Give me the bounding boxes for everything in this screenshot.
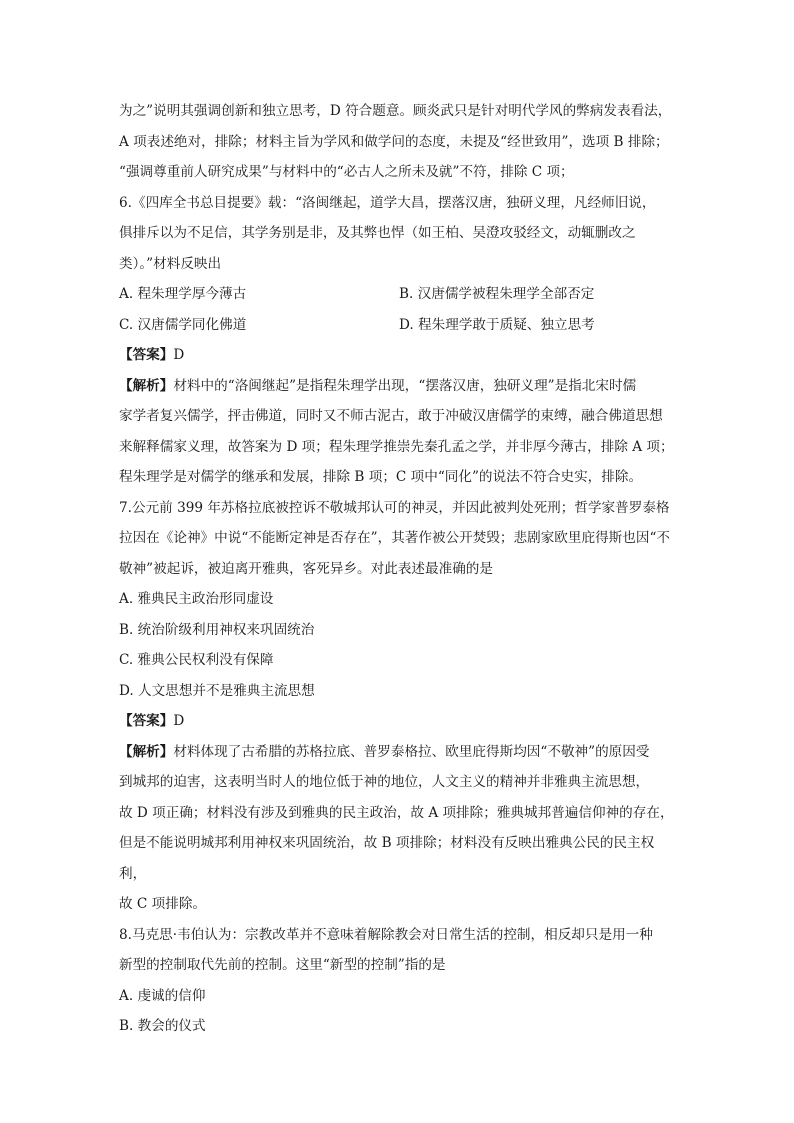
analysis-label: 【解析】 xyxy=(119,743,174,760)
q6-option-c: C. 汉唐儒学同化佛道 xyxy=(119,316,247,333)
q5-analysis-line: 为之”说明其强调创新和独立思考，D 符合题意。顾炎武只是针对明代学风的弊病发表看法， xyxy=(119,103,672,119)
q8-option-a: A. 虔诚的信仰 xyxy=(119,987,206,1004)
q7-stem-line: 7.公元前 399 年苏格拉底被控诉不敬城邦认可的神灵，并因此被判处死刑；哲学家普罗泰格 xyxy=(119,499,670,516)
q5-analysis-line: “强调尊重前人研究成果”与材料中的“必古人之所未及就”不符，排除 C 项； xyxy=(119,164,574,180)
q6-analysis-line: 来解释儒家义理，故答案为 D 项；程朱理学推崇先秦孔孟之学，并非厚今薄古，排除 A 项； xyxy=(119,438,674,455)
answer-label: 【答案】 xyxy=(119,713,174,729)
q7-option-b: B. 统治阶级利用神权来巩固统治 xyxy=(119,621,315,638)
q6-stem-line: 6.《四库全书总目提要》载：“洛闽继起，道学大昌，摆落汉唐，独研义理，凡经师旧说， xyxy=(119,194,656,211)
q6-option-d: D. 程朱理学敢于质疑、独立思考 xyxy=(399,316,595,333)
q6-option-b: B. 汉唐儒学被程朱理学全部否定 xyxy=(399,286,595,302)
q8-stem-line: 8.马克思·韦伯认为：宗教改革并不意味着解除教会对日常生活的控制，相反却只是用一种 xyxy=(119,926,653,943)
q6-options-row-1 xyxy=(119,279,679,310)
answer-value: D xyxy=(173,347,185,363)
q8-stem-line: 新型的控制取代先前的控制。这里“新型的控制”指的是 xyxy=(119,957,446,973)
analysis-text: 材料体现了古希腊的苏格拉底、普罗泰格拉、欧里庇得斯均因“不敬神”的原因受 xyxy=(173,743,650,760)
q7-stem-line: 敬神”被起诉，被迫离开雅典，客死异乡。对此表述最准确的是 xyxy=(119,560,493,577)
analysis-text: 材料中的“洛闽继起”是指程朱理学出现，“摆落汉唐，独研义理”是指北宋时儒 xyxy=(173,377,637,394)
q6-option-a: A. 程朱理学厚今薄古 xyxy=(119,286,247,302)
q7-answer xyxy=(119,706,679,737)
q7-stem-line: 拉因在《论神》中说“不能断定神是否存在”，其著作被公开焚毁；悲剧家欧里庇得斯也因“不 xyxy=(119,530,671,546)
q7-analysis-line: 到城邦的迫害，这表明当时人的地位低于神的地位，人文主义的精神并非雅典主流思想， xyxy=(119,774,650,790)
q6-analysis-line: 家学者复兴儒学，抨击佛道，同时又不师古泥古，敢于冲破汉唐儒学的束缚，融合佛道思想 xyxy=(119,408,663,424)
q6-answer xyxy=(119,340,679,371)
q8-option-b: B. 教会的仪式 xyxy=(119,1018,206,1034)
q7-analysis-line: 故 C 项排除。 xyxy=(119,896,207,912)
page-content xyxy=(119,96,679,1042)
q7-analysis-line xyxy=(119,737,679,768)
q5-analysis-line: A 项表述绝对，排除；材料主旨为学风和做学问的态度，未提及“经世致用”，选项 B 排除； xyxy=(119,133,669,150)
q6-analysis-line: 程朱理学是对儒学的继承和发展，排除 B 项；C 项中“同化”的说法不符合史实，排除。 xyxy=(119,469,643,485)
q7-option-d: D. 人文思想并不是雅典主流思想 xyxy=(119,682,315,699)
analysis-label: 【解析】 xyxy=(119,377,174,394)
q6-analysis-line xyxy=(119,371,679,402)
q7-option-a: A. 雅典民主政治形同虚设 xyxy=(119,591,274,607)
answer-label: 【答案】 xyxy=(119,347,174,363)
q7-analysis-line: 故 D 项正确；材料没有涉及到雅典的民主政治，故 A 项排除；雅典城邦普遍信仰神的存在， xyxy=(119,804,674,821)
q6-stem-line: 俱排斥以为不足信，其学务别是非，及其弊也悍（如王柏、吴澄攻驳经文，动辄删改之 xyxy=(119,225,636,241)
answer-value: D xyxy=(173,713,185,729)
q6-stem-line: 类）。”材料反映出 xyxy=(119,255,222,272)
q7-option-c: C. 雅典公民权利没有保障 xyxy=(119,652,274,668)
q6-options-row-2 xyxy=(119,310,679,341)
q7-analysis-line: 但是不能说明城邦利用神权来巩固统治，故 B 项排除；材料没有反映出雅典公民的民主权利， xyxy=(119,835,655,882)
